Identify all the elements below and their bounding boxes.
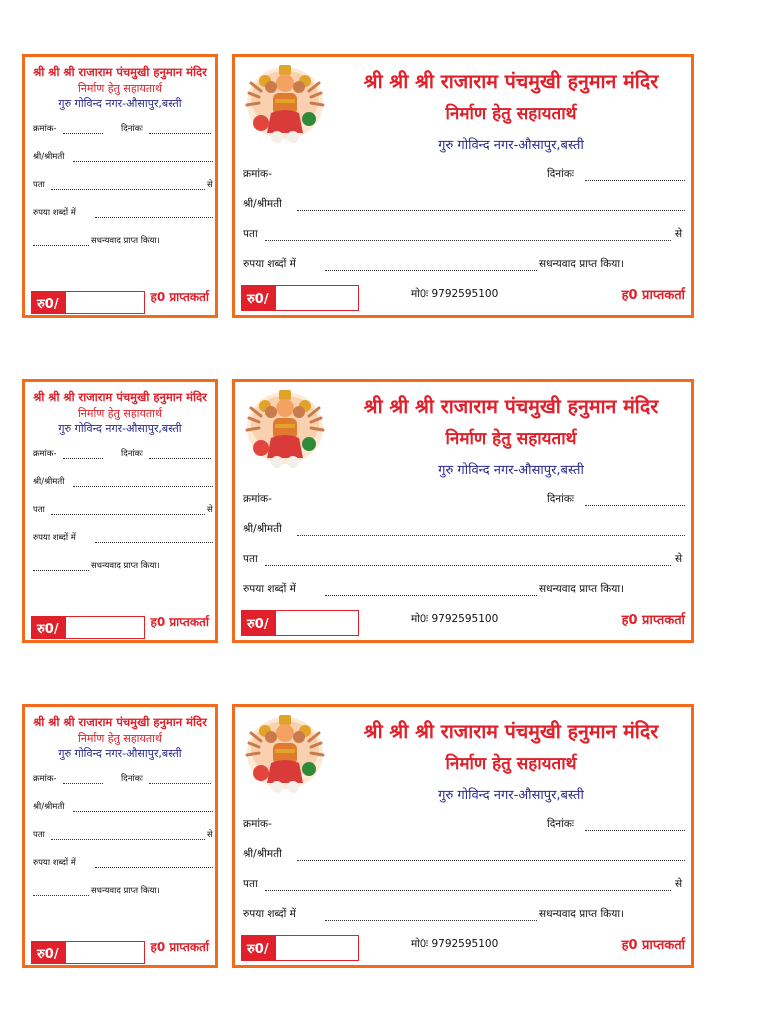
- main-rupee-field[interactable]: [275, 285, 359, 311]
- stub-address: गुरु गोविन्द नगर-औसापुर,बस्ती: [58, 422, 182, 435]
- stub-amount-words-field[interactable]: [95, 867, 213, 868]
- main-address-suffix: से: [675, 228, 683, 240]
- stub-serial-field[interactable]: [63, 783, 103, 784]
- stub-title: श्री श्री श्री राजाराम पंचमुखी हनुमान मंदिर: [33, 65, 207, 79]
- main-subtitle: निर्माण हेतु सहायतार्थ: [445, 754, 577, 774]
- main-title: श्री श्री श्री राजाराम पंचमुखी हनुमान मंदिर: [363, 395, 659, 418]
- receipt-stub: [22, 54, 218, 318]
- stub-date-label: दिनांकः: [121, 449, 143, 459]
- main-amount-words-field[interactable]: [325, 270, 537, 271]
- main-date-label: दिनांकः: [547, 818, 575, 830]
- stub-date-label: दिनांकः: [121, 774, 143, 784]
- main-thanks-text: सधन्यवाद प्राप्त किया।: [539, 258, 625, 270]
- stub-address: गुरु गोविन्द नगर-औसापुर,बस्ती: [58, 97, 182, 110]
- receipt-main: [232, 54, 694, 318]
- stub-name-field[interactable]: [73, 161, 213, 162]
- main-serial-label: क्रमांक-: [243, 493, 272, 505]
- stub-rupee-label: रु0/: [31, 616, 65, 639]
- stub-serial-field[interactable]: [63, 133, 103, 134]
- stub-rupee-box: [31, 291, 145, 314]
- stub-rupee-label: रु0/: [31, 291, 65, 314]
- stub-receiver-label: ह0 प्राप्तकर्ता: [150, 290, 209, 304]
- main-address-label: पता: [243, 228, 258, 240]
- receipt-row: [0, 379, 768, 649]
- stub-receiver-label: ह0 प्राप्तकर्ता: [150, 940, 209, 954]
- stub-address-field[interactable]: [51, 189, 205, 190]
- main-address-field[interactable]: [265, 240, 671, 241]
- stub-name-field[interactable]: [73, 486, 213, 487]
- main-address-suffix: से: [675, 553, 683, 565]
- main-name-field[interactable]: [297, 860, 685, 861]
- main-rupee-box: [241, 935, 359, 961]
- stub-date-field[interactable]: [149, 458, 211, 459]
- main-rupee-label: रु0/: [241, 935, 275, 961]
- main-name-label: श्री/श्रीमती: [243, 848, 282, 860]
- main-address: गुरु गोविन्द नगर-औसापुर,बस्ती: [438, 788, 584, 803]
- stub-address-label: पता: [33, 180, 45, 190]
- stub-subtitle: निर्माण हेतु सहायतार्थ: [77, 407, 163, 420]
- stub-rupee-field[interactable]: [65, 616, 145, 639]
- main-date-field[interactable]: [585, 180, 685, 181]
- stub-rupee-field[interactable]: [65, 291, 145, 314]
- stub-thanks-text: सधन्यवाद प्राप्त किया।: [91, 886, 160, 896]
- hanuman-deity-icon: [241, 713, 329, 797]
- main-name-field[interactable]: [297, 535, 685, 536]
- stub-rupee-field[interactable]: [65, 941, 145, 964]
- stub-address-suffix: से: [207, 830, 213, 840]
- stub-subtitle: निर्माण हेतु सहायतार्थ: [77, 732, 163, 745]
- main-amount-words-label: रुपया शब्दों में: [243, 583, 296, 595]
- main-receiver-label: ह0 प्राप्तकर्ता: [621, 613, 685, 628]
- stub-address-label: पता: [33, 830, 45, 840]
- main-serial-label: क्रमांक-: [243, 818, 272, 830]
- stub-address-field[interactable]: [51, 514, 205, 515]
- stub-serial-label: क्रमांक-: [33, 124, 57, 134]
- receipt-row: [0, 54, 768, 324]
- main-rupee-label: रु0/: [241, 610, 275, 636]
- main-mobile-number: मो0ः 9792595100: [411, 613, 499, 625]
- stub-thanks-text: सधन्यवाद प्राप्त किया।: [91, 561, 160, 571]
- main-name-label: श्री/श्रीमती: [243, 523, 282, 535]
- stub-address-field[interactable]: [51, 839, 205, 840]
- receipt-stub: [22, 704, 218, 968]
- stub-title: श्री श्री श्री राजाराम पंचमुखी हनुमान मंदिर: [33, 390, 207, 404]
- main-name-field[interactable]: [297, 210, 685, 211]
- main-serial-label: क्रमांक-: [243, 168, 272, 180]
- main-rupee-box: [241, 610, 359, 636]
- receipt-stub: [22, 379, 218, 643]
- stub-amount-words-field[interactable]: [95, 217, 213, 218]
- stub-address-label: पता: [33, 505, 45, 515]
- main-title: श्री श्री श्री राजाराम पंचमुखी हनुमान मंदिर: [363, 70, 659, 93]
- stub-name-label: श्री/श्रीमती: [33, 477, 65, 487]
- stub-amount-field[interactable]: [33, 895, 89, 896]
- main-rupee-field[interactable]: [275, 935, 359, 961]
- main-thanks-text: सधन्यवाद प्राप्त किया।: [539, 908, 625, 920]
- main-amount-words-label: रुपया शब्दों में: [243, 258, 296, 270]
- stub-title: श्री श्री श्री राजाराम पंचमुखी हनुमान मंदिर: [33, 715, 207, 729]
- stub-address-suffix: से: [207, 505, 213, 515]
- stub-address: गुरु गोविन्द नगर-औसापुर,बस्ती: [58, 747, 182, 760]
- stub-rupee-box: [31, 616, 145, 639]
- main-subtitle: निर्माण हेतु सहायतार्थ: [445, 429, 577, 449]
- main-rupee-box: [241, 285, 359, 311]
- main-address-field[interactable]: [265, 565, 671, 566]
- main-subtitle: निर्माण हेतु सहायतार्थ: [445, 104, 577, 124]
- main-address-field[interactable]: [265, 890, 671, 891]
- main-address: गुरु गोविन्द नगर-औसापुर,बस्ती: [438, 138, 584, 153]
- main-mobile-number: मो0ः 9792595100: [411, 938, 499, 950]
- stub-name-label: श्री/श्रीमती: [33, 802, 65, 812]
- main-address-suffix: से: [675, 878, 683, 890]
- stub-amount-words-label: रुपया शब्दों में: [33, 208, 76, 218]
- stub-serial-label: क्रमांक-: [33, 449, 57, 459]
- stub-amount-field[interactable]: [33, 245, 89, 246]
- stub-rupee-label: रु0/: [31, 941, 65, 964]
- main-amount-words-field[interactable]: [325, 595, 537, 596]
- stub-rupee-box: [31, 941, 145, 964]
- main-thanks-text: सधन्यवाद प्राप्त किया।: [539, 583, 625, 595]
- main-name-label: श्री/श्रीमती: [243, 198, 282, 210]
- stub-serial-label: क्रमांक-: [33, 774, 57, 784]
- receipt-row: [0, 704, 768, 974]
- stub-thanks-text: सधन्यवाद प्राप्त किया।: [91, 236, 160, 246]
- receipt-main: [232, 704, 694, 968]
- stub-amount-field[interactable]: [33, 570, 89, 571]
- main-date-field[interactable]: [585, 505, 685, 506]
- main-date-field[interactable]: [585, 830, 685, 831]
- hanuman-deity-icon: [241, 63, 329, 147]
- stub-date-field[interactable]: [149, 783, 211, 784]
- stub-receiver-label: ह0 प्राप्तकर्ता: [150, 615, 209, 629]
- stub-amount-words-label: रुपया शब्दों में: [33, 858, 76, 868]
- stub-serial-field[interactable]: [63, 458, 103, 459]
- main-receiver-label: ह0 प्राप्तकर्ता: [621, 938, 685, 953]
- stub-date-field[interactable]: [149, 133, 211, 134]
- main-date-label: दिनांकः: [547, 493, 575, 505]
- main-address-label: पता: [243, 553, 258, 565]
- main-mobile-number: मो0ः 9792595100: [411, 288, 499, 300]
- main-date-label: दिनांकः: [547, 168, 575, 180]
- main-rupee-label: रु0/: [241, 285, 275, 311]
- receipt-main: [232, 379, 694, 643]
- stub-address-suffix: से: [207, 180, 213, 190]
- stub-subtitle: निर्माण हेतु सहायतार्थ: [77, 82, 163, 95]
- stub-amount-words-field[interactable]: [95, 542, 213, 543]
- main-address-label: पता: [243, 878, 258, 890]
- hanuman-deity-icon: [241, 388, 329, 472]
- stub-date-label: दिनांकः: [121, 124, 143, 134]
- main-rupee-field[interactable]: [275, 610, 359, 636]
- stub-amount-words-label: रुपया शब्दों में: [33, 533, 76, 543]
- main-title: श्री श्री श्री राजाराम पंचमुखी हनुमान मंदिर: [363, 720, 659, 743]
- main-amount-words-label: रुपया शब्दों में: [243, 908, 296, 920]
- stub-name-label: श्री/श्रीमती: [33, 152, 65, 162]
- stub-name-field[interactable]: [73, 811, 213, 812]
- main-address: गुरु गोविन्द नगर-औसापुर,बस्ती: [438, 463, 584, 478]
- main-amount-words-field[interactable]: [325, 920, 537, 921]
- main-receiver-label: ह0 प्राप्तकर्ता: [621, 288, 685, 303]
